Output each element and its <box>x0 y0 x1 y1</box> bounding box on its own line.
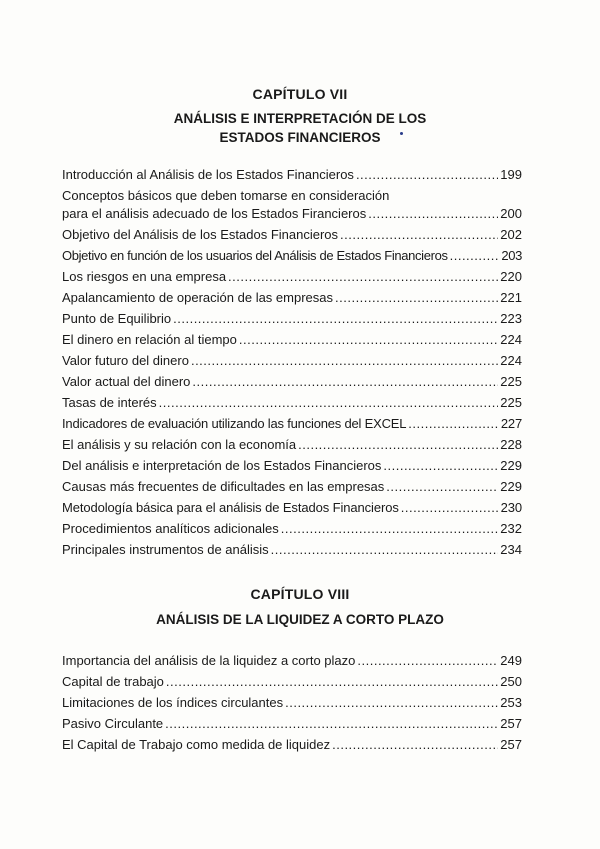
toc-entry-text: Los riesgos en una empresa <box>62 269 227 284</box>
toc-entry-text: Punto de Equilibrio <box>62 311 172 326</box>
toc-entry <box>62 518 522 539</box>
toc-entry <box>62 539 522 560</box>
toc-entry-page: 249 <box>500 653 522 668</box>
dot-leader <box>191 350 498 371</box>
dot-leader <box>239 329 498 350</box>
toc-entry-page: 232 <box>500 521 522 536</box>
toc-entry-text-line-1: Conceptos básicos que deben tomarse en consideración <box>62 188 390 203</box>
dot-leader <box>386 476 498 497</box>
toc-entry-page: 224 <box>500 332 522 347</box>
dot-leader <box>408 413 499 434</box>
toc-entry <box>62 692 522 713</box>
toc-entry-page: 199 <box>500 167 522 182</box>
toc-entry-text: Objetivo en función de los usuarios del Análisis de Estados Financieros <box>62 248 448 263</box>
toc-entry-text: Tasas de interés <box>62 395 157 410</box>
dot-leader <box>332 734 498 755</box>
toc-entry-page: 257 <box>500 737 522 752</box>
toc-entry-text: Limitaciones de los índices circulantes <box>62 695 284 710</box>
chapter-8-toc <box>62 650 522 755</box>
toc-entry <box>62 713 522 734</box>
toc-entry <box>62 671 522 692</box>
toc-entry-text: El dinero en relación al tiempo <box>62 332 237 347</box>
chapter-8-title: ANÁLISIS DE LA LIQUIDEZ A CORTO PLAZO <box>156 612 444 627</box>
dot-leader <box>281 518 499 539</box>
toc-entry <box>62 497 522 518</box>
toc-entry-page: 221 <box>500 290 522 305</box>
dot-leader <box>192 371 498 392</box>
chapter-7-title-line-1: ANÁLISIS E INTERPRETACIÓN DE LOS <box>173 111 427 126</box>
toc-entry-text: Causas más frecuentes de dificultades en las empresas <box>62 479 385 494</box>
dot-leader <box>165 713 498 734</box>
toc-entry-text: Capital de trabajo <box>62 674 164 689</box>
toc-entry-text: Valor actual del dinero <box>62 374 191 389</box>
toc-entry <box>62 650 522 671</box>
toc-entry <box>62 266 522 287</box>
toc-entry-page: 227 <box>500 416 522 431</box>
dot-leader <box>159 392 499 413</box>
dot-leader <box>173 308 498 329</box>
dot-leader <box>340 224 498 245</box>
toc-entry-page: 225 <box>500 395 522 410</box>
toc-entry-text: para el análisis adecuado de los Estados Firancieros <box>62 206 367 221</box>
toc-entry-page: 200 <box>500 206 522 221</box>
toc-entry <box>62 476 522 497</box>
dot-leader <box>335 287 498 308</box>
dot-leader <box>271 539 499 560</box>
chapter-8-header <box>0 586 600 629</box>
toc-entry-text: El análisis y su relación con la economía <box>62 437 297 452</box>
toc-entry-page: 224 <box>500 353 522 368</box>
dot-leader <box>368 203 498 224</box>
chapter-7-header <box>0 86 600 147</box>
toc-entry-page: 257 <box>500 716 522 731</box>
chapter-7-title-line-2: ESTADOS FINANCIEROS <box>219 130 381 145</box>
toc-entry-text: Importancia del análisis de la liquidez a corto plazo <box>62 653 356 668</box>
toc-entry-page: 234 <box>500 542 522 557</box>
dot-leader <box>356 164 498 185</box>
toc-entry-page: 229 <box>500 458 522 473</box>
toc-entry <box>62 434 522 455</box>
toc-entry-text: Valor futuro del dinero <box>62 353 189 368</box>
toc-entry-page: 253 <box>500 695 522 710</box>
toc-entry-text: Pasivo Circulante <box>62 716 164 731</box>
dot-leader <box>401 497 499 518</box>
toc-entry <box>62 308 522 329</box>
toc-entry <box>62 455 522 476</box>
toc-entry-text: Principales instrumentos de análisis <box>62 542 269 557</box>
toc-entry <box>62 164 522 185</box>
toc-entry-text: Introducción al Análisis de los Estados Financieros <box>62 167 354 182</box>
toc-entry-text: Indicadores de evaluación utilizando las funciones del EXCEL <box>62 416 407 431</box>
toc-entry-text: Procedimientos analíticos adicionales <box>62 521 279 536</box>
toc-entry-page: 203 <box>501 248 522 263</box>
toc-entry-text: Del análisis e interpretación de los Estados Financieros <box>62 458 382 473</box>
chapter-7-toc <box>62 164 522 560</box>
toc-entry-page: 223 <box>500 311 522 326</box>
toc-entry-text: Objetivo del Análisis de los Estados Financieros <box>62 227 339 242</box>
toc-entry-page: 202 <box>500 227 522 242</box>
dot-leader <box>298 434 498 455</box>
toc-entry <box>62 245 522 266</box>
ink-dot-mark <box>400 132 403 135</box>
dot-leader <box>228 266 498 287</box>
toc-entry-page: 220 <box>500 269 522 284</box>
toc-entry-page: 229 <box>500 479 522 494</box>
toc-entry-text: Metodología básica para el análisis de Estados Financieros <box>62 500 399 515</box>
toc-entry <box>62 413 522 434</box>
dot-leader <box>450 245 500 266</box>
toc-entry <box>62 350 522 371</box>
toc-entry-page: 228 <box>500 437 522 452</box>
toc-entry <box>62 392 522 413</box>
dot-leader <box>357 650 498 671</box>
toc-entry <box>62 329 522 350</box>
toc-entry <box>62 287 522 308</box>
chapter-7-number: CAPÍTULO VII <box>252 86 348 102</box>
toc-entry <box>62 185 522 224</box>
toc-entry-page: 230 <box>500 500 522 515</box>
toc-entry <box>62 224 522 245</box>
chapter-8-number: CAPÍTULO VIII <box>250 586 350 602</box>
toc-entry-page: 225 <box>500 374 522 389</box>
dot-leader <box>166 671 498 692</box>
dot-leader <box>383 455 498 476</box>
dot-leader <box>285 692 498 713</box>
toc-entry-page: 250 <box>500 674 522 689</box>
toc-entry <box>62 734 522 755</box>
toc-entry-text: El Capital de Trabajo como medida de liquidez <box>62 737 331 752</box>
toc-entry <box>62 371 522 392</box>
toc-entry-text: Apalancamiento de operación de las empresas <box>62 290 334 305</box>
